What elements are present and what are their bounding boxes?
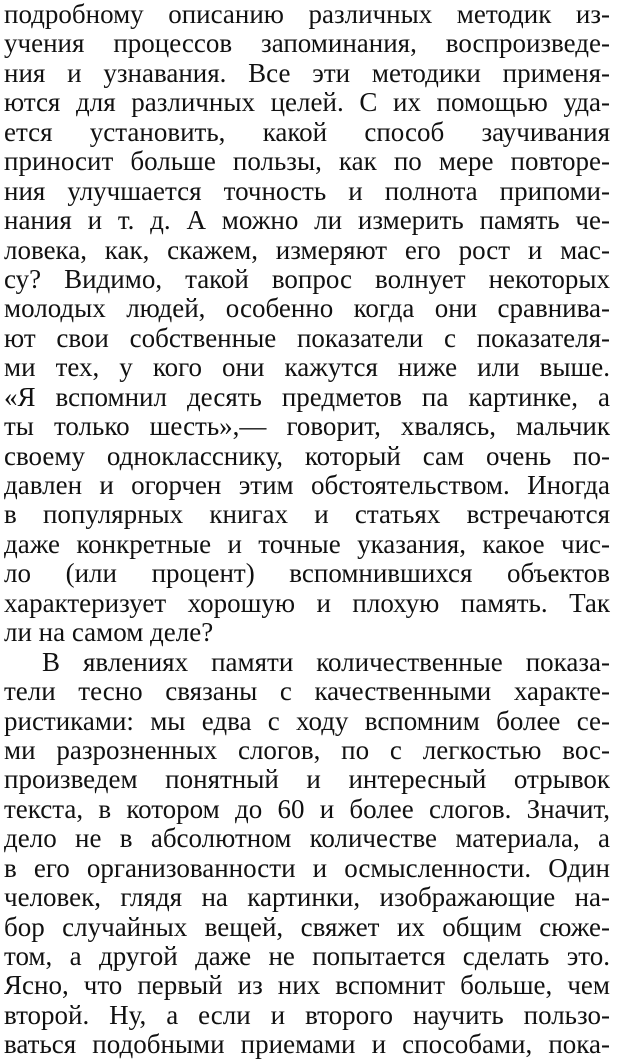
text-line: характеризует хорошую и плохую память. Так	[4, 587, 610, 618]
text-line: давлен и огорчен этим обстоятельством. Иногда	[4, 470, 610, 500]
text-line: молодых людей, особенно когда они сравнива-	[4, 293, 610, 324]
text-line: даже конкретные и точные указания, какое чис-	[4, 528, 610, 559]
text-line: ют свои собственные показатели с показателя-	[4, 322, 610, 353]
text-line: су? Видимо, такой вопрос волнует некоторых	[4, 263, 610, 294]
text-line: ния улучшается точность и полнота припоми-	[4, 175, 610, 206]
text-line: нания и т. д. А можно ли измерить память че-	[4, 205, 610, 236]
text-line: в популярных книгах и статьях встречаются	[4, 499, 610, 530]
text-line: ния и узнавания. Все эти методики применя-	[4, 57, 610, 88]
text-line: в его организованности и осмысленности. Один	[4, 852, 610, 883]
text-line: приносит больше пользы, как по мере повторе-	[4, 146, 610, 177]
text-line: «Я вспомнил десять предметов па картинке, а	[4, 381, 610, 412]
text-line: учения процессов запоминания, воспроизведе-	[4, 28, 610, 59]
text-line: человек, глядя на картинки, изображающие на-	[4, 882, 610, 913]
text-line: ми тех, у кого они кажутся ниже или выше.	[4, 352, 610, 383]
text-line: произведем понятный и интересный отрывок	[4, 764, 610, 795]
text-line: ристиками: мы едва с ходу вспомним более се-	[4, 705, 610, 736]
paragraph-end-line: ли на самом деле?	[4, 617, 214, 648]
text-line: Ясно, что первый из них вспомнит больше, чем	[4, 970, 610, 1001]
text-line: ты только шесть»,— говорит, хвалясь, мальчик	[4, 411, 610, 442]
text-line: ми разрозненных слогов, по с легкостью вос-	[4, 734, 610, 765]
text-line: дело не в абсолютном количестве материала, а	[4, 823, 610, 854]
text-line: подробному описанию различных методик из-	[4, 0, 610, 29]
text-line: ловека, как, скажем, измеряют его рост и мас-	[4, 234, 610, 265]
text-line: ваться подобными приемами и способами, пока-	[4, 1029, 610, 1060]
text-line: ются для различных целей. С их помощью уда-	[4, 87, 610, 118]
text-line: второй. Ну, а если и второго научить пользо-	[4, 999, 610, 1030]
text-line: текста, в котором до 60 и более слогов. Значит,	[4, 793, 610, 824]
text-line: тели тесно связаны с качественными характе-	[4, 676, 610, 707]
text-line: ло (или процент) вспомнившихся объектов	[4, 558, 610, 589]
text-line: том, а другой даже не попытается сделать это.	[4, 941, 610, 971]
text-line: ется установить, какой способ заучивания	[4, 116, 610, 147]
paragraph-start-line: В явлениях памяти количественные показа-	[42, 646, 610, 677]
text-line: своему однокласснику, который сам очень по-	[4, 440, 610, 471]
text-line: бор случайных вещей, свяжет их общим сюже-	[4, 911, 610, 942]
